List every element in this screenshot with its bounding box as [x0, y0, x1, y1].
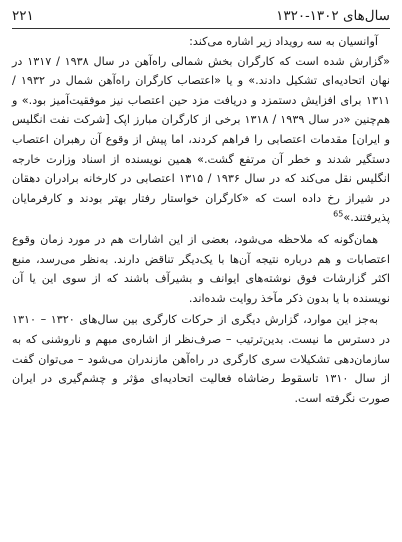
paragraph-conclusion: به‌جز این موارد، گزارش دیگری از حرکات کارگری بین سال‌های ۱۳۲۰ – ۱۳۱۰ در دسترس ما نیست. بدین‌ترتیب – صرف‌نظر از اشاره‌ی مبهم و ناروشنی که به سازمان‌دهی تشکیلات سری کارگری در راه‌آهن مازندران می‌شود – می‌توان گفت از سال ۱۳۱۰ تاسقوط‌ رضاشاه فعالیت اتحادیه‌ای مؤثر و چشم‌گیری در ایران صورت نگرفته است. — [12, 313, 390, 405]
footnote-marker: 65 — [333, 209, 344, 219]
quoted-passage — [12, 52, 390, 228]
running-head: سال‌های ۱۳۰۲-۱۳۲۰ — [276, 8, 390, 24]
page-number: ۲۲۱ — [12, 8, 34, 24]
intro-line: آوانسیان به سه رویداد زیر اشاره می‌کند: — [189, 35, 378, 48]
quoted-passage-text: «گزارش شده است که کارگران بخش شمالی راه‌آهن در سال ۱۹۳۸ / ۱۳۱۷ در نهان اتحادیه‌ای تشکیل دادند.» و یا «اعتصاب کارگران راه‌آهن شمال در ۱۹۳۲ / ۱۳۱۱ برای افزایش دستمزد و دریافت مزد حین اعتصاب نیز موفقیت‌آمیز بود.» و هم‌چنین «در سال ۱۹۳۹ / ۱۳۱۸ برخی از کارگران مبارز اپک [شرکت نفت انگلیس و ایران] مقدمات اعتصابی را فراهم کردند، اما پیش از وقوع آن رهبران اعتصاب دستگیر شدند و خطر آن مرتفع گشت.» همین نویسنده از اسناد وزارت خارجه انگلیس نقل می‌کند که در سال ۱۹۳۶ / ۱۳۱۵ اعتصابی در کارخانه برادران دهقان در شیراز رخ داده است که «کارگران خواستار رفتار بهتر بودند و کارفرمایان پذیرفتند.» — [12, 54, 390, 225]
page-header — [12, 6, 390, 29]
paragraph-contradictions: همان‌گونه که ملاحظه می‌شود، بعضی از این اشارات هم در مورد زمان وقوع اعتصابات و هم درباره نتیجه آن‌ها با یک‌دیگر تناقض دارند. به‌نظر می‌رسد، منبع اکثر گزارشات فوق نوشته‌های ایوانف و بشیرآف باشند که از سوی این یا آن نویسنده با یا بدون ذکر مآخذ روایت شده‌اند. — [12, 232, 390, 305]
